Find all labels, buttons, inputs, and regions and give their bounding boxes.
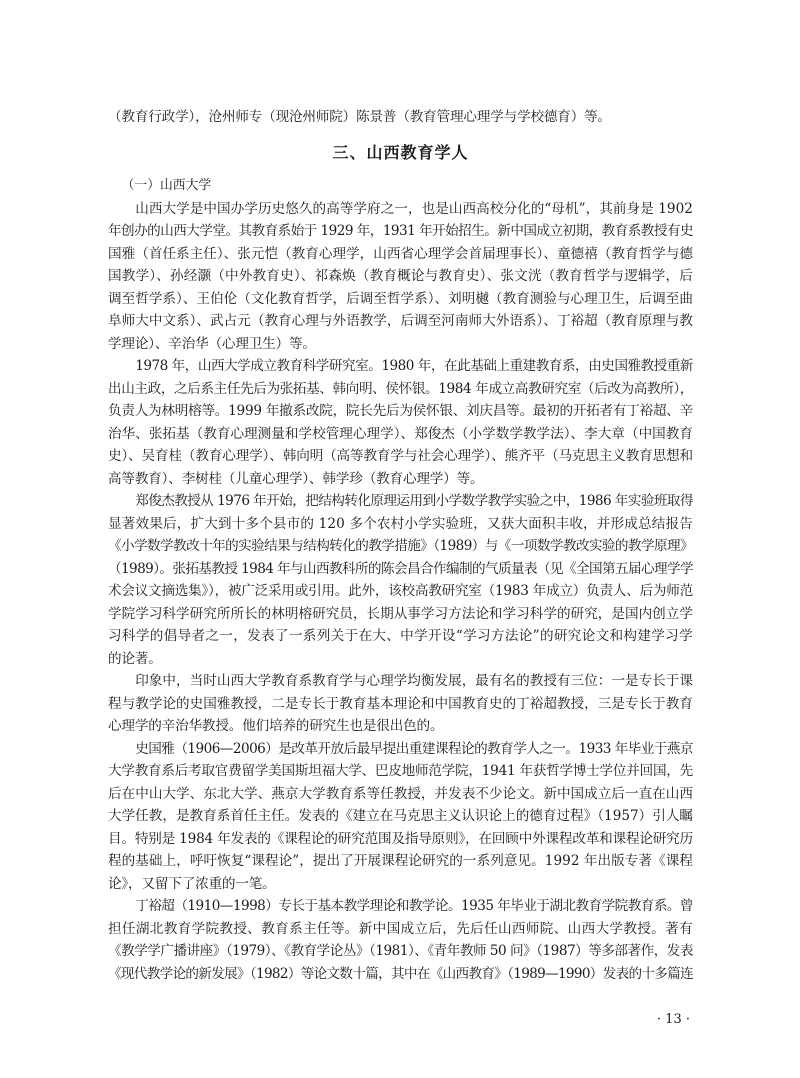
text-line: 郑俊杰教授从 1976 年开始，把结构转化原理运用到小学数学教学实验之中，1986 年实验班取得 (135, 493, 693, 510)
text-line: 后在中山大学、东北大学、燕京大学教育系等任教授，并发表不少论文。新中国成立后一直在山西 (108, 785, 693, 802)
text-line: 论》，又留下了浓重的一笔。 (108, 875, 276, 892)
subsection-heading: （一）山西大学 (121, 178, 212, 194)
text-line: 学院学习科学研究所所长的林明榕研究员，长期从事学习方法论和学习科学的研究，是国内创立学 (108, 605, 693, 622)
text-line: 国雅（首任系主任）、张元恺（教育心理学，山西省心理学会首届理事长）、童德禧（教育哲学与德 (108, 245, 693, 262)
text-line: 山西大学是中国办学历史悠久的高等学府之一，也是山西高校分化的“母机”，其前身是 1902 (135, 200, 693, 217)
paragraph (108, 670, 693, 738)
text-line: 阜师大中文系）、武占元（教育心理与外语教学，后调至河南师大外语系）、丁裕超（教育原理与教 (108, 313, 693, 330)
page-number: · 13 · (656, 1012, 690, 1027)
text-line: 学理论）、辛治华（心理卫生）等。 (108, 335, 316, 352)
text-line: 担任湖北教育学院教授、教育系主任等。新中国成立后，先后任山西师院、山西大学教授。著有 (108, 920, 693, 937)
text-line: 1978 年，山西大学成立教育科学研究室。1980 年，在此基础上重建教育系，由史国雅教授重新 (135, 358, 693, 375)
text-line: 显著效果后，扩大到十多个县市的 120 多个农村小学实验班，又获大面积丰收，并形成总结报告 (108, 515, 693, 532)
text-line: 大学教育系后考取官费留学美国斯坦福大学、巴皮地师范学院，1941 年获哲学博士学位并回国，先 (108, 763, 693, 780)
text-line: 目。特别是 1984 年发表的《课程论的研究范围及指导原则》，在回顾中外课程改革和课程论研究历 (108, 830, 693, 847)
text-line: 史国雅（1906—2006）是改革开放后最早提出重建课程论的教育学人之一。1933 年毕业于燕京 (135, 740, 693, 757)
paragraph (108, 490, 693, 670)
text-line: 调至哲学系）、王伯伦（文化教育哲学，后调至哲学系）、刘明樾（教育测验与心理卫生，后调至曲 (108, 290, 693, 307)
text-line: 《小学数学教改十年的实验结果与结构转化的教学措施》（1989）与《一项数学教改实验的教学原理》 (108, 538, 693, 555)
text-line: 史）、吴育桂（教育心理学）、韩向明（高等教育学与社会心理学）、熊齐平（马克思主义教育思想和 (108, 448, 693, 465)
text-line: 程与教学论的史国雅教授，二是专长于教育基本理论和中国教育史的丁裕超教授，三是专长于教育 (108, 695, 693, 712)
section-heading: 三、山西教育学人 (332, 143, 469, 162)
text-line: 国教学）、孙经灏（中外教育史）、祁森焕（教育概论与教育史）、张文洸（教育哲学与逻辑学，后 (108, 268, 693, 285)
text-line: 的论著。 (108, 650, 162, 667)
paragraph (108, 198, 693, 356)
text-line: 年创办的山西大学堂。其教育系始于 1929 年，1931 年开始招生。新中国成立初期，教育系教授有史 (108, 223, 693, 240)
paragraph (108, 355, 693, 490)
text-line: 出山主政，之后系主任先后为张拓基、韩向明、侯怀银。1984 年成立高教研究室（后改为高教所）， (108, 380, 693, 397)
section-body (108, 175, 693, 985)
text-line: 习科学的倡导者之一，发表了一系列关于在大、中学开设“学习方法论”的研究论文和构建学习学 (108, 628, 693, 645)
text-line: 治华、张拓基（教育心理测量和学校管理心理学）、郑俊杰（小学数学教学法）、李大章（中国教育 (108, 425, 693, 442)
text-line: 程的基础上，呼吁恢复“课程论”，提出了开展课程论研究的一系列意见。1992 年出版专著《课程 (108, 853, 693, 870)
text-line: 丁裕超（1910—1998）专长于基本教学理论和教学论。1935 年毕业于湖北教育学院教育系。曾 (135, 898, 693, 915)
text-line: 大学任教，是教育系首任主任。发表的《建立在马克思主义认识论上的德育过程》（1957）引人瞩 (108, 808, 693, 825)
text-line: 心理学的辛治华教授。他们培养的研究生也是很出色的。 (108, 718, 444, 735)
text-line: 负责人为林明榕等。1999 年撤系改院，院长先后为侯怀银、刘庆昌等。最初的开拓者有丁裕超、辛 (108, 403, 693, 420)
carryover-text-line: （教育行政学），沧州师专（现沧州师院）陈景普（教育管理心理学与学校德育）等。 (108, 109, 611, 125)
text-line: 高等教育）、李树桂（儿童心理学）、韩学珍（教育心理学）等。 (108, 470, 484, 487)
text-line: （1989）。张拓基教授 1984 年与山西教科所的陈会昌合作编制的气质量表（见《全国第五届心理学学 (108, 560, 693, 577)
paragraph (108, 895, 693, 985)
text-line: 印象中，当时山西大学教育系教育学与心理学均衡发展，最有名的教授有三位：一是专长于课 (135, 673, 693, 690)
paragraph (108, 738, 693, 896)
text-line: 《教学学广播讲座》（1979）、《教育学论丛》（1981）、《青年教师 50 问》（1987）等多部著作，发表 (108, 943, 693, 960)
text-line: 术会议文摘选集》），被广泛采用或引用。此外，该校高教研究室（1983 年成立）负责人、后为师范 (108, 583, 693, 600)
text-line: 《现代教学论的新发展》（1982）等论文数十篇，其中在《山西教育》（1989—1990）发表的十多篇连 (108, 965, 693, 982)
